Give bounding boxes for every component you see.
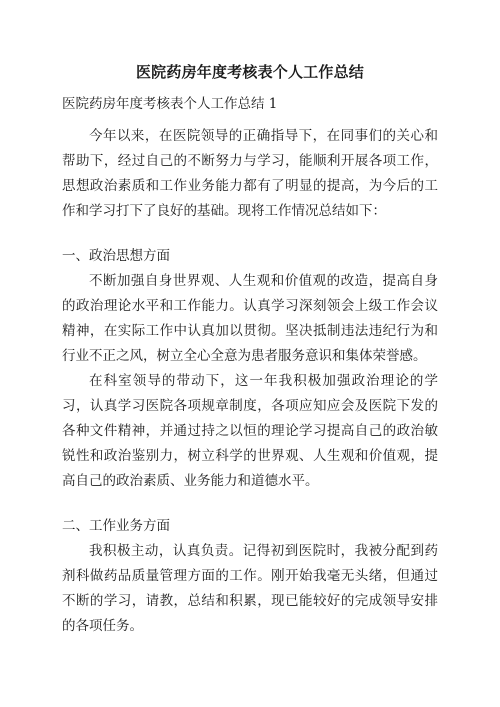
section-heading-politics: 一、政治思想方面 xyxy=(62,248,170,264)
politics-paragraph-1: 不断加强自身世界观、人生观和价值观的改造，提高自身的政治理论水平和工作能力。认真学习深刻领会上级工作会议精神，在实际工作中认真加以贯彻。坚决抵制违法违纪行为和行业不正之风，树立全心全意为患者服务意识和集体荣誉感。 xyxy=(62,273,438,364)
intro-paragraph: 今年以来，在医院领导的正确指导下，在同事们的关心和帮助下，经过自己的不断努力与学习，能顺利开展各项工作，思想政治素质和工作业务能力都有了明显的提高，为今后的工作和学习打下了良好的基础。现将工作情况总结如下： xyxy=(62,128,438,219)
section-spacer xyxy=(62,494,438,514)
politics-paragraph-2: 在科室领导的带动下，这一年我积极加强政治理论的学习，认真学习医院各项规章制度，各项应知应会及医院下发的各种文件精神，并通过持之以恒的理论学习提高自己的政治敏锐性和政治鉴别力，树立科学的世界观、人生观和价值观，提高自己的政治素质、业务能力和道德水平。 xyxy=(62,373,438,489)
section-heading-work: 二、工作业务方面 xyxy=(62,518,170,534)
document-title: 医院药房年度考核表个人工作总结 xyxy=(135,63,364,81)
work-paragraph-1: 我积极主动，认真负责。记得初到医院时，我被分配到药剂科做药品质量管理方面的工作。刚开始我毫无头绪，但通过不断的学习，请教，总结和积累，现已能较好的完成领导安排的各项任务。 xyxy=(62,543,438,634)
document-subtitle: 医院药房年度考核表个人工作总结 1 xyxy=(62,96,278,112)
section-spacer xyxy=(62,224,438,244)
